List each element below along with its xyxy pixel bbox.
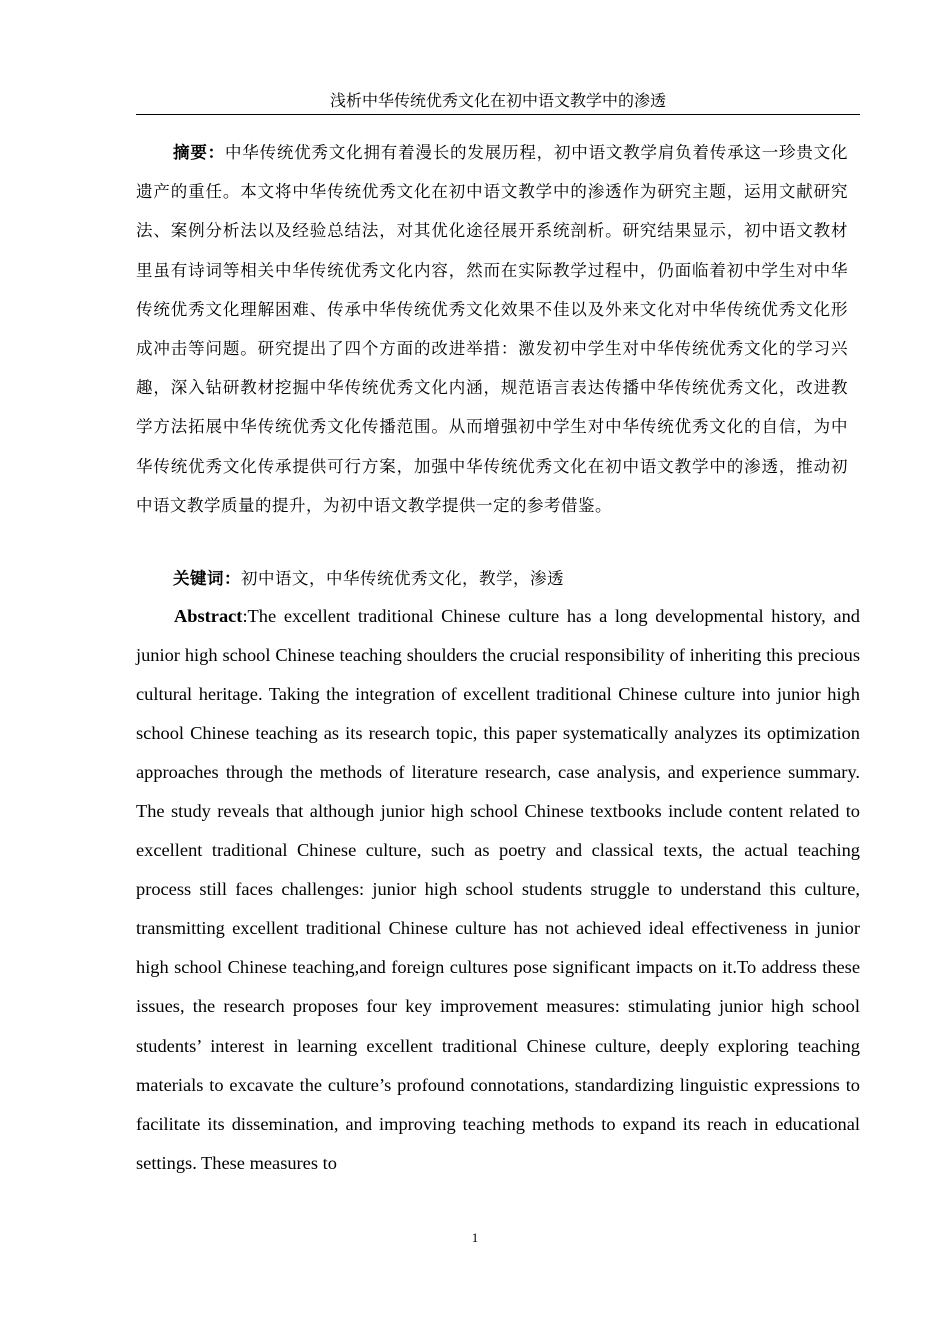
chinese-keywords (136, 563, 848, 595)
english-abstract (136, 597, 860, 1183)
page-number: 1 (471, 1230, 479, 1245)
chinese-abstract-text: 中华传统优秀文化拥有着漫长的发展历程，初中语文教学肩负着传承这一珍贵文化遗产的重任。本文将中华传统优秀文化在初中语文教学中的渗透作为研究主题，运用文献研究法、案例分析法以及经验总结法，对其优化途径展开系统剖析。研究结果显示，初中语文教材里虽有诗词等相关中华传统优秀文化内容，然而在实际教学过程中，仍面临着初中学生对中华传统优秀文化理解困难、传承中华传统优秀文化效果不佳以及外来文化对中华传统优秀文化形成冲击等问题。研究提出了四个方面的改进举措：激发初中学生对中华传统优秀文化的学习兴趣，深入钻研教材挖掘中华传统优秀文化内涵，规范语言表达传播中华传统优秀文化，改进教学方法拓展中华传统优秀文化传播范围。从而增强初中学生对中华传统优秀文化的自信，为中华传统优秀文化传承提供可行方案，加强中华传统优秀文化在初中语文教学中的渗透，推动初中语文教学质量的提升，为初中语文教学提供一定的参考借鉴。 (136, 143, 849, 515)
chinese-keywords-text: 初中语文，中华传统优秀文化，教学，渗透 (241, 569, 564, 588)
chinese-abstract-paragraph (136, 133, 848, 525)
english-abstract-text: :The excellent traditional Chinese culture has a long developmental history, and junior high school Chinese teaching shoulders the crucial responsibility of inheriting this precious cultural heritage. Taking the integration of excellent traditional Chinese culture into junior high school Chinese teaching as its research topic, this paper systematically analyzes its optimization approaches through the methods of literature research, case analysis, and experience summary. The study reveals that although junior high school Chinese textbooks include content related to excellent traditional Chinese culture, such as poetry and classical texts, the actual teaching process still faces challenges: junior high school students struggle to understand this culture, transmitting excellent traditional Chinese culture has not achieved ideal effectiveness in junior high school Chinese teaching,and foreign cultures pose significant impacts on it.To address these issues, the research proposes four key improvement measures: stimulating junior high school students’ interest in learning excellent traditional Chinese culture, deeply exploring teaching materials to excavate the culture’s profound connotations, standardizing linguistic expressions to facilitate its dissemination, and improving teaching methods to expand its reach in educational settings. These measures to (136, 606, 860, 1173)
header-rule (136, 114, 860, 115)
running-header-title: 浅析中华传统优秀文化在初中语文教学中的渗透 (329, 91, 666, 110)
english-abstract-paragraph (136, 597, 860, 1183)
english-abstract-label: Abstract (174, 606, 243, 626)
chinese-abstract-label: 摘要： (173, 143, 225, 162)
chinese-keywords-label: 关键词： (173, 569, 241, 588)
chinese-abstract (136, 133, 848, 525)
